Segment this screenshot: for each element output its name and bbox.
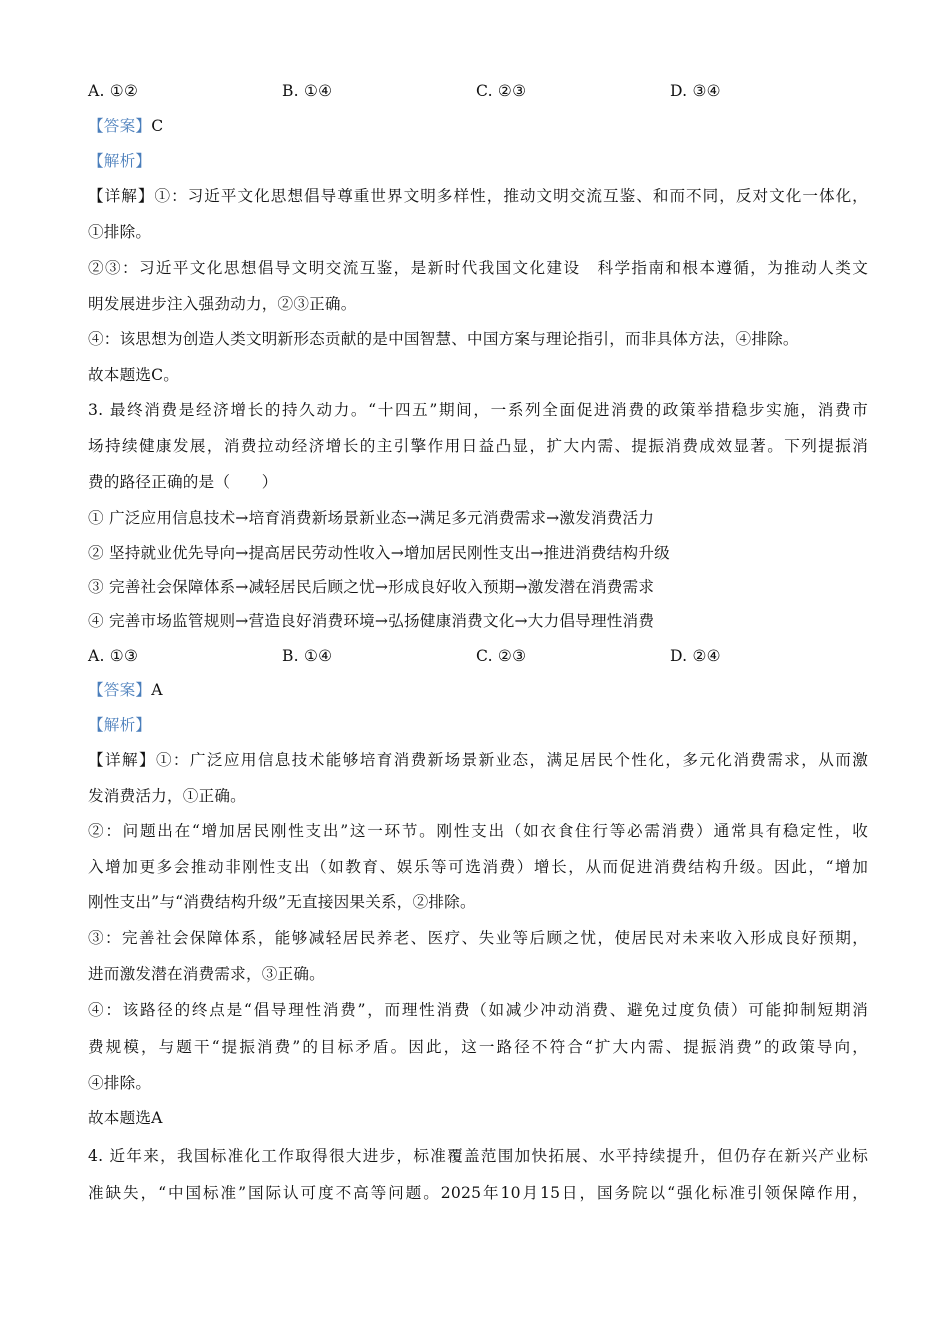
- q2-option-a: A. ①②: [88, 82, 139, 100]
- q3-path-4: ④ 完善市场监管规则→营造良好消费环境→弘扬健康消费文化→大力倡导理性消费: [88, 612, 655, 630]
- q3-option-b: B. ①④: [282, 647, 333, 665]
- answer-label: 【答案】: [88, 117, 152, 135]
- q2-options: [88, 78, 870, 104]
- q3-option-a: A. ①③: [88, 647, 139, 665]
- answer-label: 【答案】: [88, 681, 152, 699]
- detail-text: ①：习近平文化思想倡导尊重世界文明多样性，推动文明交流互鉴、和而不同，反对文化一体化，: [154, 187, 868, 205]
- detail-text: ①：广泛应用信息技术能够培育消费新场景新业态，满足居民个性化，多元化消费需求，从而激: [155, 751, 868, 769]
- q3-analysis-label: 【解析】: [88, 716, 152, 734]
- q3-detail-line: ②：问题出在“增加居民刚性支出”这一环节。刚性支出（如衣食住行等必需消费）通常具有稳定性，收: [88, 822, 868, 840]
- q2-analysis-label: 【解析】: [88, 152, 152, 170]
- answer-value: C: [151, 117, 164, 135]
- answer-value: A: [151, 681, 163, 699]
- q3-detail-line: 进而激发潜在消费需求，③正确。: [88, 965, 325, 983]
- q3-path-2: ② 坚持就业优先导向→提高居民劳动性收入→增加居民刚性支出→推进消费结构升级: [88, 544, 670, 562]
- q3-option-d: D. ②④: [670, 647, 721, 665]
- q3-detail-line: ③：完善社会保障体系，能够减轻居民养老、医疗、失业等后顾之忧，使居民对未来收入形成良好预期，: [88, 929, 868, 947]
- q2-detail-line: ①排除。: [88, 223, 152, 241]
- q2-answer: [88, 113, 163, 139]
- q3-answer: [88, 677, 163, 703]
- q2-detail-line: ④：该思想为创造人类文明新形态贡献的是中国智慧、中国方案与理论指引，而非具体方法，④排除。: [88, 330, 799, 348]
- q4-stem-line: 准缺失，“中国标准”国际认可度不高等问题。2025年10月15日，国务院以“强化标准引领保障作用，: [88, 1184, 868, 1202]
- q3-detail-line: [88, 747, 868, 773]
- q3-options: [88, 643, 870, 669]
- q3-option-c: C. ②③: [476, 647, 527, 665]
- q4-stem-line: 4. 近年来，我国标准化工作取得很大进步，标准覆盖范围加快拓展、水平持续提升，但仍存在新兴产业标: [88, 1147, 868, 1165]
- q3-stem-line: 费的路径正确的是（ ）: [88, 473, 278, 491]
- q3-detail-line: 入增加更多会推动非刚性支出（如教育、娱乐等可选消费）增长，从而促进消费结构升级。因此，“增加: [88, 858, 868, 876]
- q3-detail-line: ④：该路径的终点是“倡导理性消费”，而理性消费（如减少冲动消费、避免过度负债）可能抑制短期消: [88, 1001, 868, 1019]
- q3-conclusion: 故本题选A: [88, 1109, 163, 1127]
- q3-path-3: ③ 完善社会保障体系→减轻居民后顾之忧→形成良好收入预期→激发潜在消费需求: [88, 578, 655, 596]
- q3-detail-line: 发消费活力，①正确。: [88, 787, 246, 805]
- q2-detail-line: [88, 183, 868, 209]
- q2-detail-line: 明发展进步注入强劲动力，②③正确。: [88, 295, 357, 313]
- q2-option-c: C. ②③: [476, 82, 527, 100]
- q2-detail-line: ②③：习近平文化思想倡导文明交流互鉴，是新时代我国文化建设 科学指南和根本遵循，为推动人类文: [88, 259, 868, 277]
- q2-conclusion: 故本题选C。: [88, 366, 180, 384]
- q3-detail-line: ④排除。: [88, 1074, 152, 1092]
- detail-label: 【详解】: [88, 751, 156, 769]
- q3-stem-line: 3. 最终消费是经济增长的持久动力。“十四五”期间，一系列全面促进消费的政策举措稳步实施，消费市: [88, 401, 868, 419]
- q3-path-1: ① 广泛应用信息技术→培育消费新场景新业态→满足多元消费需求→激发消费活力: [88, 509, 655, 527]
- q2-option-b: B. ①④: [282, 82, 333, 100]
- q3-detail-line: 刚性支出”与“消费结构升级”无直接因果关系，②排除。: [88, 893, 476, 911]
- q3-stem-line: 场持续健康发展，消费拉动经济增长的主引擎作用日益凸显，扩大内需、提振消费成效显著。下列提振消: [88, 437, 868, 455]
- q3-detail-line: 费规模，与题干“提振消费”的目标矛盾。因此，这一路径不符合“扩大内需、提振消费”的政策导向，: [88, 1038, 868, 1056]
- detail-label: 【详解】: [88, 187, 155, 205]
- q2-option-d: D. ③④: [670, 82, 721, 100]
